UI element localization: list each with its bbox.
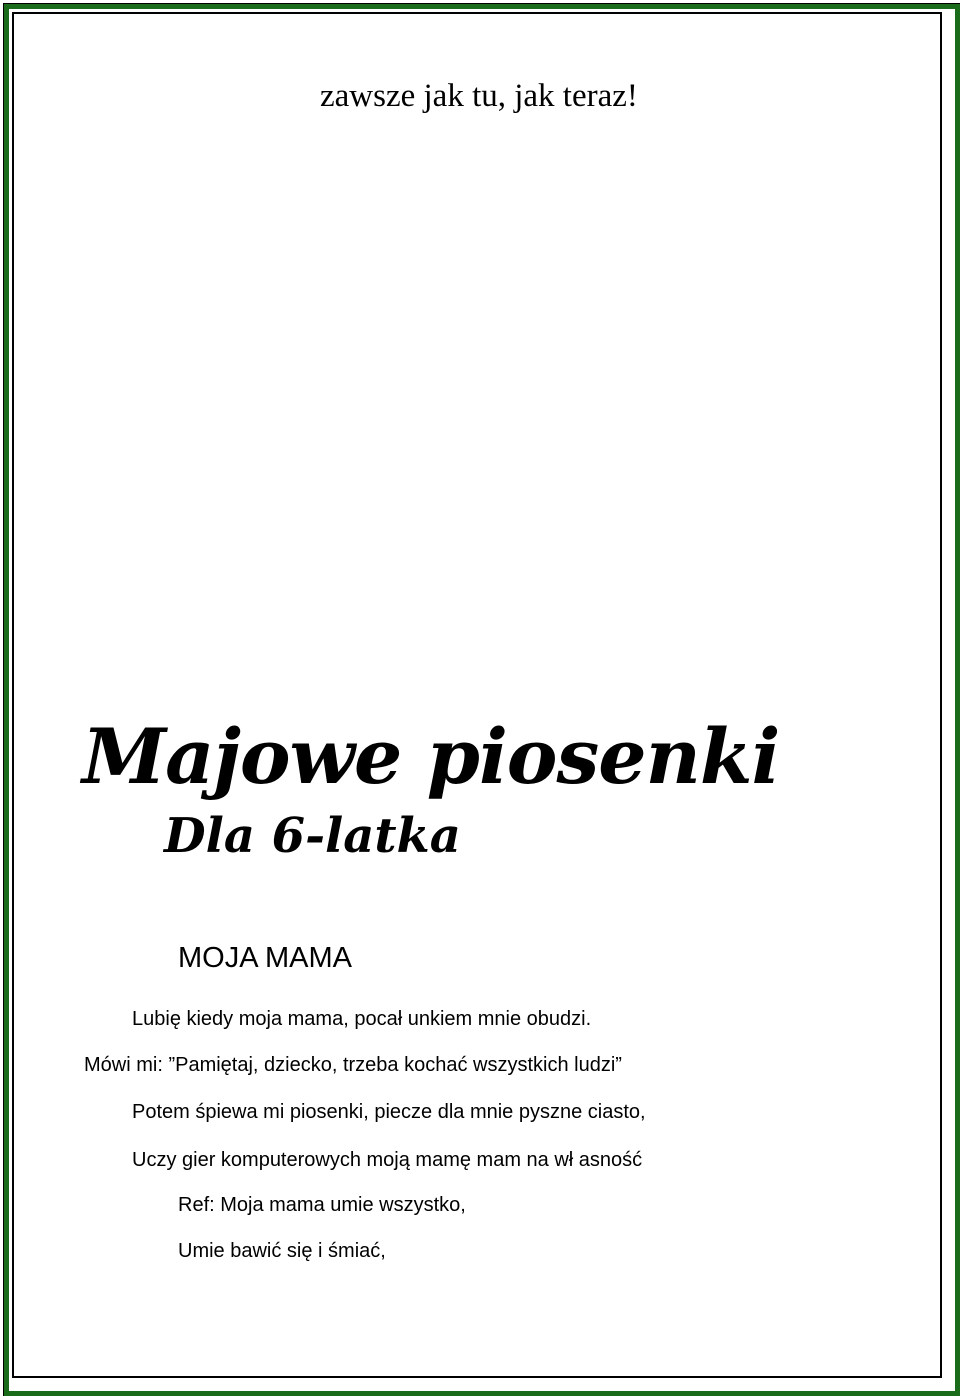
lyric-line: Mówi mi: ”Pamiętaj, dziecko, trzeba kochać wszystkich ludzi” (84, 1054, 622, 1076)
page-inner-border (12, 12, 942, 1378)
lyric-line-refrain: Ref: Moja mama umie wszystko, (178, 1194, 466, 1216)
lyric-line: Uczy gier komputerowych moją mamę mam na wł asność (132, 1149, 643, 1171)
lyric-line: Potem śpiewa mi piosenki, piecze dla mnie pyszne ciasto, (132, 1101, 646, 1123)
lyric-line-refrain: Umie bawić się i śmiać, (178, 1240, 386, 1262)
lyric-line: Lubię kiedy moja mama, pocał unkiem mnie obudzi. (132, 1008, 592, 1030)
song-title: MOJA MAMA (178, 942, 353, 974)
tagline: zawsze jak tu, jak teraz! (320, 78, 638, 114)
document-title: Majowe piosenki (82, 712, 780, 801)
document-subtitle: Dla 6-latka (164, 808, 461, 864)
